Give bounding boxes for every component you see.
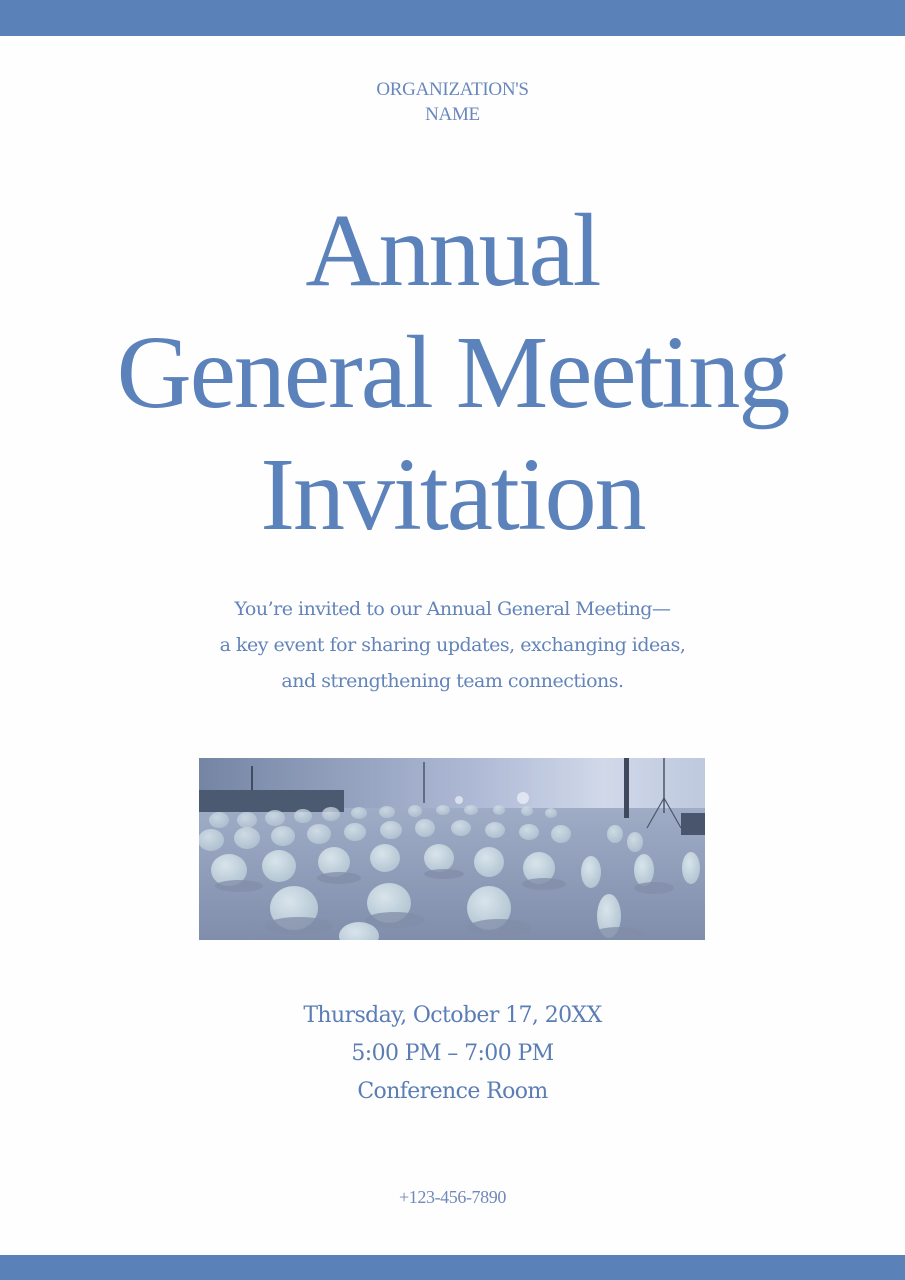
- contact-phone: +123-456-7890: [399, 1187, 506, 1207]
- organization-name-line1: ORGANIZATION'S: [376, 79, 529, 100]
- event-time: 5:00 PM – 7:00 PM: [351, 1041, 554, 1066]
- title-line3: Invitation: [260, 437, 645, 552]
- event-date: Thursday, October 17, 20XX: [303, 1003, 602, 1028]
- title-line1: Annual: [305, 193, 600, 308]
- event-location: Conference Room: [357, 1079, 548, 1104]
- conference-room-illustration: [199, 758, 705, 940]
- organization-name-line2: NAME: [425, 104, 480, 125]
- invitation-title: [0, 190, 905, 556]
- top-accent-bar: [0, 0, 905, 36]
- title-line2: General Meeting: [116, 315, 789, 430]
- event-details: [0, 997, 905, 1111]
- intro-paragraph: [0, 591, 905, 699]
- intro-line1: You’re invited to our Annual General Meeting—: [234, 598, 671, 620]
- bottom-accent-bar: [0, 1255, 905, 1280]
- organization-name: [0, 77, 905, 127]
- intro-line2: a key event for sharing updates, exchanging ideas,: [219, 634, 686, 656]
- conference-room-photo: [199, 758, 705, 940]
- intro-line3: and strengthening team connections.: [281, 670, 624, 692]
